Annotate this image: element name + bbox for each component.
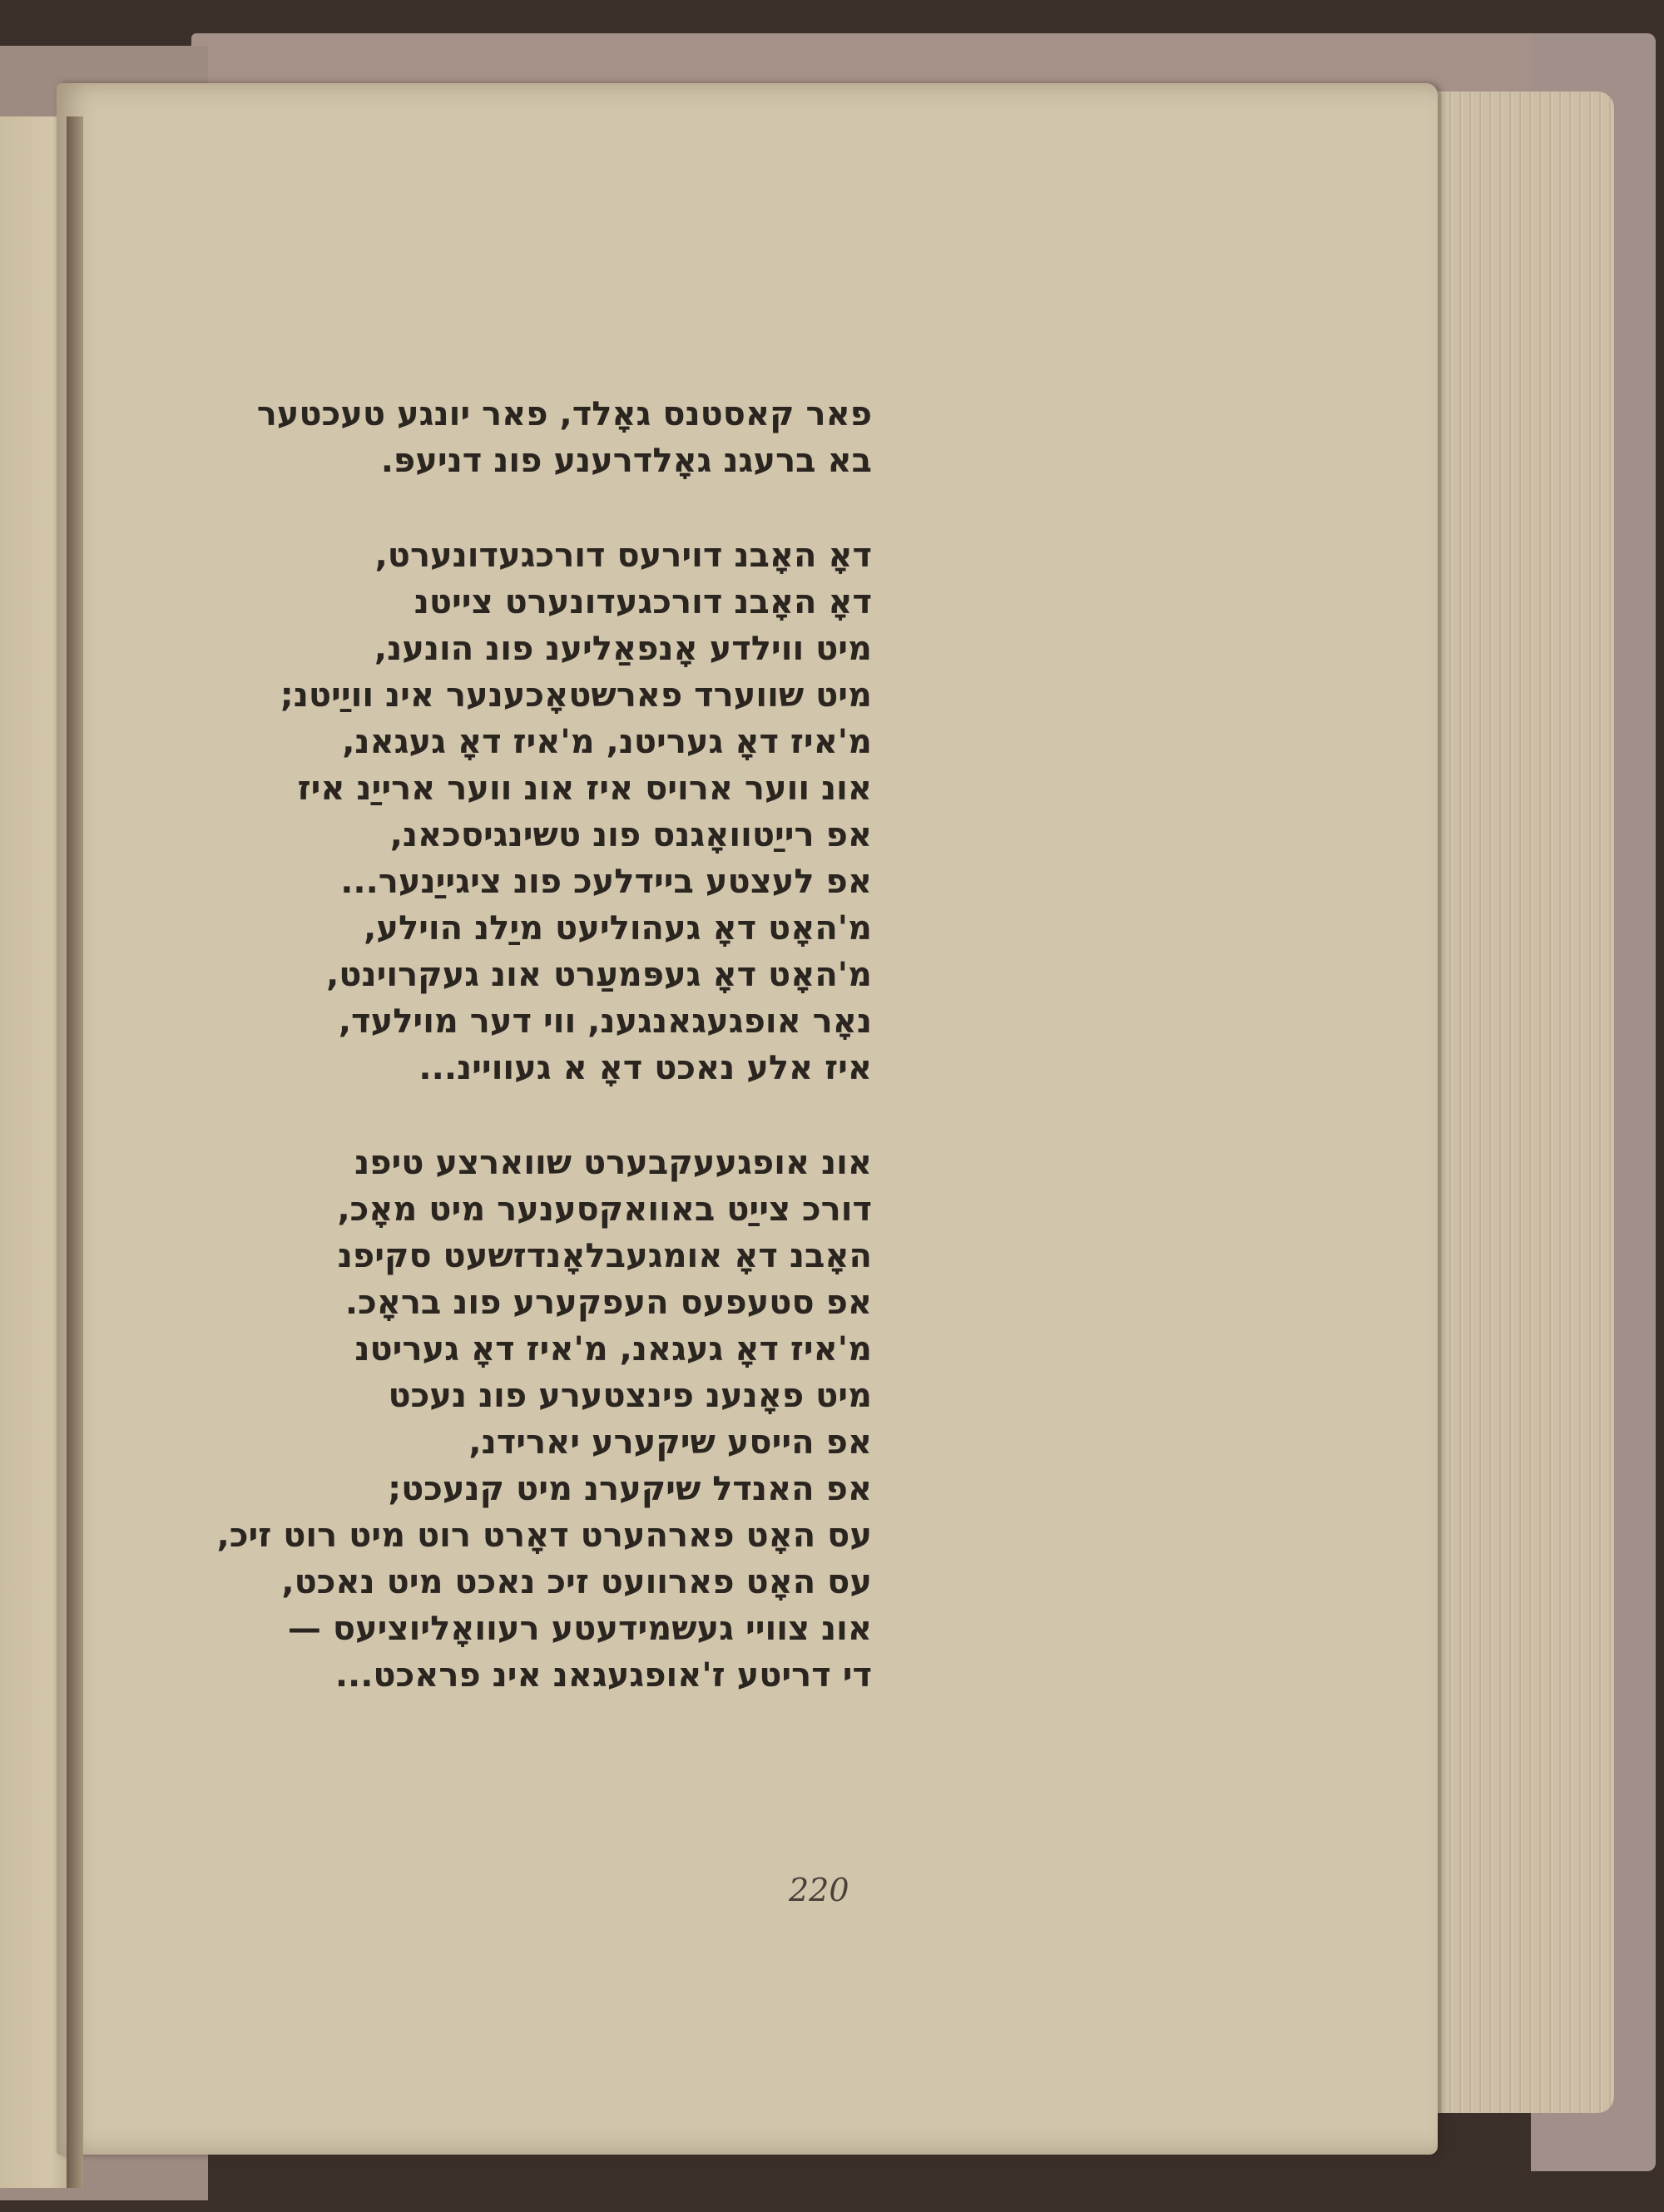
poem-line: מיט שווערד פארשטאָכענער אינ וויַיטנ;: [280, 676, 872, 715]
poem-line: מ'האָט דאָ געפּמעַרט אונ געקרוינט,: [326, 956, 872, 994]
stanza-2: [217, 532, 872, 1091]
poem-line: אונ אופגעעקבערט שווארצע טיפנ: [354, 1144, 872, 1182]
poem-line: דאָ האָבנ דורכגעדונערט צייטנ: [414, 583, 872, 621]
poem-line: אונ ווער ארויס איז אונ ווער ארייַנ איז: [297, 769, 872, 808]
book-page: [57, 83, 1438, 2155]
poem-line: מיט פאָנענ פינצטערע פונ נעכט: [388, 1377, 872, 1415]
book-gutter: [67, 116, 83, 2188]
page-number: 220: [789, 1872, 849, 1908]
poem-line: עס האָט פארוועט זיכ נאכט מיט נאכט,: [281, 1563, 872, 1601]
stanza-1: [217, 391, 872, 484]
poem-line: עס האָט פארהערט דאָרט רוט מיט רוט זיכ,: [216, 1517, 872, 1555]
stanza-3: [217, 1140, 872, 1699]
poem-line: נאָר אופגעגאנגענ, ווי דער מוילעד,: [338, 1002, 872, 1041]
poem-line: אונ צוויי געשמידעטע רעוואָליוציעס —: [287, 1610, 872, 1648]
poem-text: [217, 391, 872, 1747]
poem-line: בא ברעגנ גאָלדרענע פונ דניעפּ.: [380, 442, 872, 480]
poem-line: אפ לעצטע ביידלעכ פונ ציגייַנער...: [340, 863, 872, 901]
page-edges: [1414, 92, 1614, 2113]
poem-line: דאָ האָבנ דוירעס דורכגעדונערט,: [374, 537, 872, 575]
poem-line: מיט ווילדע אָנפאַליענ פונ הונענ,: [374, 630, 872, 668]
poem-line: מ'איז דאָ געגאנ, מ'איז דאָ געריטנ: [354, 1330, 872, 1368]
poem-line: מ'איז דאָ געריטנ, מ'איז דאָ געגאנ,: [342, 723, 872, 761]
poem-line: די דריטע ז'אופגעגאנ אינ פראכט...: [334, 1656, 872, 1695]
poem-line: דורכ צייַט באוואקסענער מיט מאָכ,: [337, 1190, 872, 1229]
poem-line: האָבנ דאָ אומגעבלאָנדזשעט סקיפנ: [337, 1237, 872, 1275]
poem-line: אפ רייַטוואָגנס פונ טשינגיסכאנ,: [389, 816, 872, 854]
poem-line: פאר קאסטנס גאָלד, פאר יונגע טעכטער: [256, 395, 872, 433]
poem-line: אפ סטעפעס העפקערע פונ בראָכ.: [344, 1284, 872, 1322]
poem-line: איז אלע נאכט דאָ א געוויינ...: [418, 1049, 872, 1087]
poem-line: מ'האָט דאָ געהוליעט מיַלנ הוילע,: [364, 909, 872, 948]
poem-line: אפ האנדל שיקערנ מיט קנעכט;: [388, 1470, 872, 1508]
poem-line: אפ הייסע שיקערע יארידנ,: [468, 1423, 872, 1462]
